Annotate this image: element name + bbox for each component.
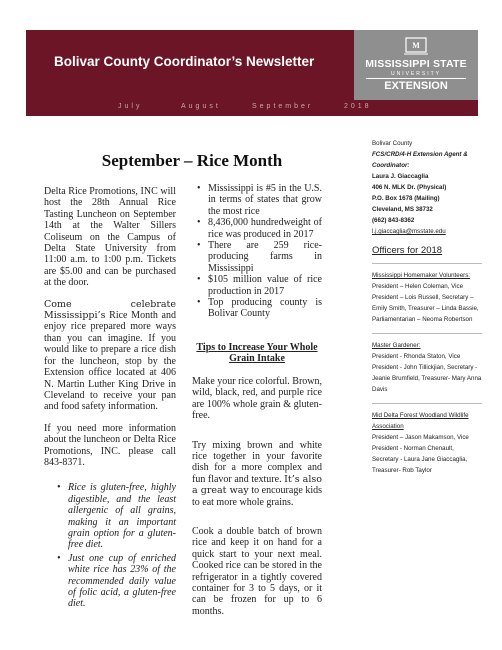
sidebar xyxy=(372,138,482,484)
article-headline: September – Rice Month xyxy=(101,151,283,170)
divider xyxy=(372,263,482,264)
rice-facts-list xyxy=(58,482,176,609)
list-item-text: Rice is gluten-free, highly digestible, and the least allergenic of all grains, making it an important grain option for a gluten-free diet. xyxy=(68,482,176,551)
logo-divider xyxy=(366,78,466,79)
paragraph-rice-month xyxy=(44,299,176,413)
newsletter-title: Bolivar County Coordinator’s Newsletter xyxy=(54,54,315,69)
rice-stats-list xyxy=(198,183,322,320)
contact-phone: (662) 843-8362 xyxy=(372,217,415,224)
list-item: • 8,436,000 hundredweight of rice was produced in 2017 xyxy=(197,217,322,240)
officer-group-label: Mid Delta Forest Woodland Wildlife Association xyxy=(372,412,469,430)
tip-colorful-rice: Make your rice colorful. Brown, wild, black, red, and purple rice are 100% whole grain & gluten-free. xyxy=(192,375,322,422)
paragraph-luncheon: Delta Rice Promotions, INC will host the 28th Annual Rice Tasting Luncheon on September 14th at the Walter Sillers Coliseum on the Campus of Delta State University from 11:00 a.m. to 1:00 p.m. Tickets are $5.00 and can be purchased at the door. xyxy=(44,186,176,289)
list-item: • Top producing county is Bolivar County xyxy=(197,297,322,320)
list-item-text: Top producing county is Bolivar County xyxy=(208,297,322,320)
month-july: July xyxy=(118,103,143,110)
tips-heading: Tips to Increase Your Whole Grain Intake xyxy=(196,341,318,364)
logo-university: UNIVERSITY xyxy=(390,71,441,77)
officer-group-homemakers xyxy=(372,270,482,325)
officers-heading: Officers for 2018 xyxy=(372,245,443,256)
list-item-text: $105 million value of rice production in 2017 xyxy=(208,274,322,297)
officer-group-label: Mississippi Homemaker Volunteers: xyxy=(372,272,471,279)
tip-mix-tail: It’s also a great way xyxy=(192,473,322,497)
list-item-text: 8,436,000 hundredweight of rice was produced in 2017 xyxy=(208,217,322,240)
list-item: • Mississippi is #5 in the U.S. in terms of states that grow the most rice xyxy=(197,183,322,217)
officer-group-label: Master Gardener: xyxy=(372,342,421,349)
rice-month-text: Rice Month and enjoy rice prepared more ways than you can imagine. If you would like to prepare a rice dish for the luncheon, stop by the Extension office located at 406 N. Martin Luther King Drive in Cleveland to receive your pan and food safety information. xyxy=(44,310,176,413)
officer-group-text: President – Helen Coleman, Vice President – Lois Russell, Secretary – Emily Smith, Treasurer – Linda Bassie, Parliamentarian – Neoma Robertson xyxy=(372,283,479,323)
contact-address-mailing: P.O. Box 1678 (Mailing) xyxy=(372,195,440,202)
divider xyxy=(372,333,482,334)
logo-name: MISSISSIPPI STATE xyxy=(365,58,467,70)
tip-mix-rice xyxy=(192,440,322,508)
officer-group-text: President - Rhonda Staton, Vice President - John Tillickjian, Secretary - Jeanie Brumfield, Treasurer- Mary Anna Davis xyxy=(372,353,482,393)
list-item: • Just one cup of enriched white rice has 23% of the recommended daily value of folic acid, a gluten-free diet. xyxy=(57,552,176,610)
contact-name: Laura J. Giaccaglia xyxy=(372,173,429,180)
officer-group-text: President – Jason Makamson, Vice President - Norman Chenault, Secretary - Laura Jane Giaccaglia, Treasurer- Rob Taylor xyxy=(372,434,469,474)
month-year: 2018 xyxy=(344,103,372,110)
contact-county: Bolivar County xyxy=(372,140,413,147)
contact-role: FCS/CRD/4-H Extension Agent & Coordinator: xyxy=(372,151,468,169)
msu-extension-logo xyxy=(354,30,478,100)
article-column-2 xyxy=(192,183,322,627)
article-column-1 xyxy=(44,186,176,610)
rice-month-lead: Come celebrate Mississippi’s xyxy=(44,298,176,322)
list-item: • There are 259 rice-producing farms in Mississippi xyxy=(197,240,322,274)
tip-mix-end: to encourage kids to eat more whole grains. xyxy=(192,485,323,508)
contact-email-link[interactable]: l.j.giaccaglia@msstate.edu xyxy=(372,228,446,235)
svg-text:M: M xyxy=(412,41,420,50)
contact-address-physical: 406 N. MLK Dr. (Physical) xyxy=(372,184,447,191)
list-item-text: Mississippi is #5 in the U.S. in terms of states that grow the most rice xyxy=(208,183,322,217)
tip-mix-text: Try mixing brown and white rice together in your favorite dish for a more complex and fun flavor and texture. xyxy=(192,439,322,485)
months-bar xyxy=(26,100,478,116)
officer-group-woodland-wildlife xyxy=(372,410,482,476)
paragraph-more-info: If you need more information about the luncheon or Delta Rice Promotions, INC. please call 843-8371. xyxy=(44,422,176,468)
list-item: • Rice is gluten-free, highly digestible, and the least allergenic of all grains, making it an important grain option for a gluten-free diet. xyxy=(57,482,176,551)
month-august: August xyxy=(181,103,221,110)
list-item-text: Just one cup of enriched white rice has 23% of the recommended daily value of folic acid, a gluten-free diet. xyxy=(68,552,176,610)
list-item-text: There are 259 rice-producing farms in Mississippi xyxy=(208,240,322,274)
msu-seal-icon xyxy=(402,36,430,56)
divider xyxy=(372,403,482,404)
tip-double-batch: Cook a double batch of brown rice and keep it on hand for a quick start to your next meal. Cooked rice can be stored in the refrigerator in a tightly covered container for 3 to 5 days, or it can be frozen for up to 6 months. xyxy=(192,525,322,617)
logo-extension: EXTENSION xyxy=(384,80,448,92)
contact-city: Cleveland, MS 38732 xyxy=(372,206,433,213)
month-september: September xyxy=(252,103,314,110)
newsletter-banner xyxy=(26,30,354,100)
list-item: • $105 million value of rice production in 2017 xyxy=(197,274,322,297)
officer-group-master-gardener xyxy=(372,340,482,395)
